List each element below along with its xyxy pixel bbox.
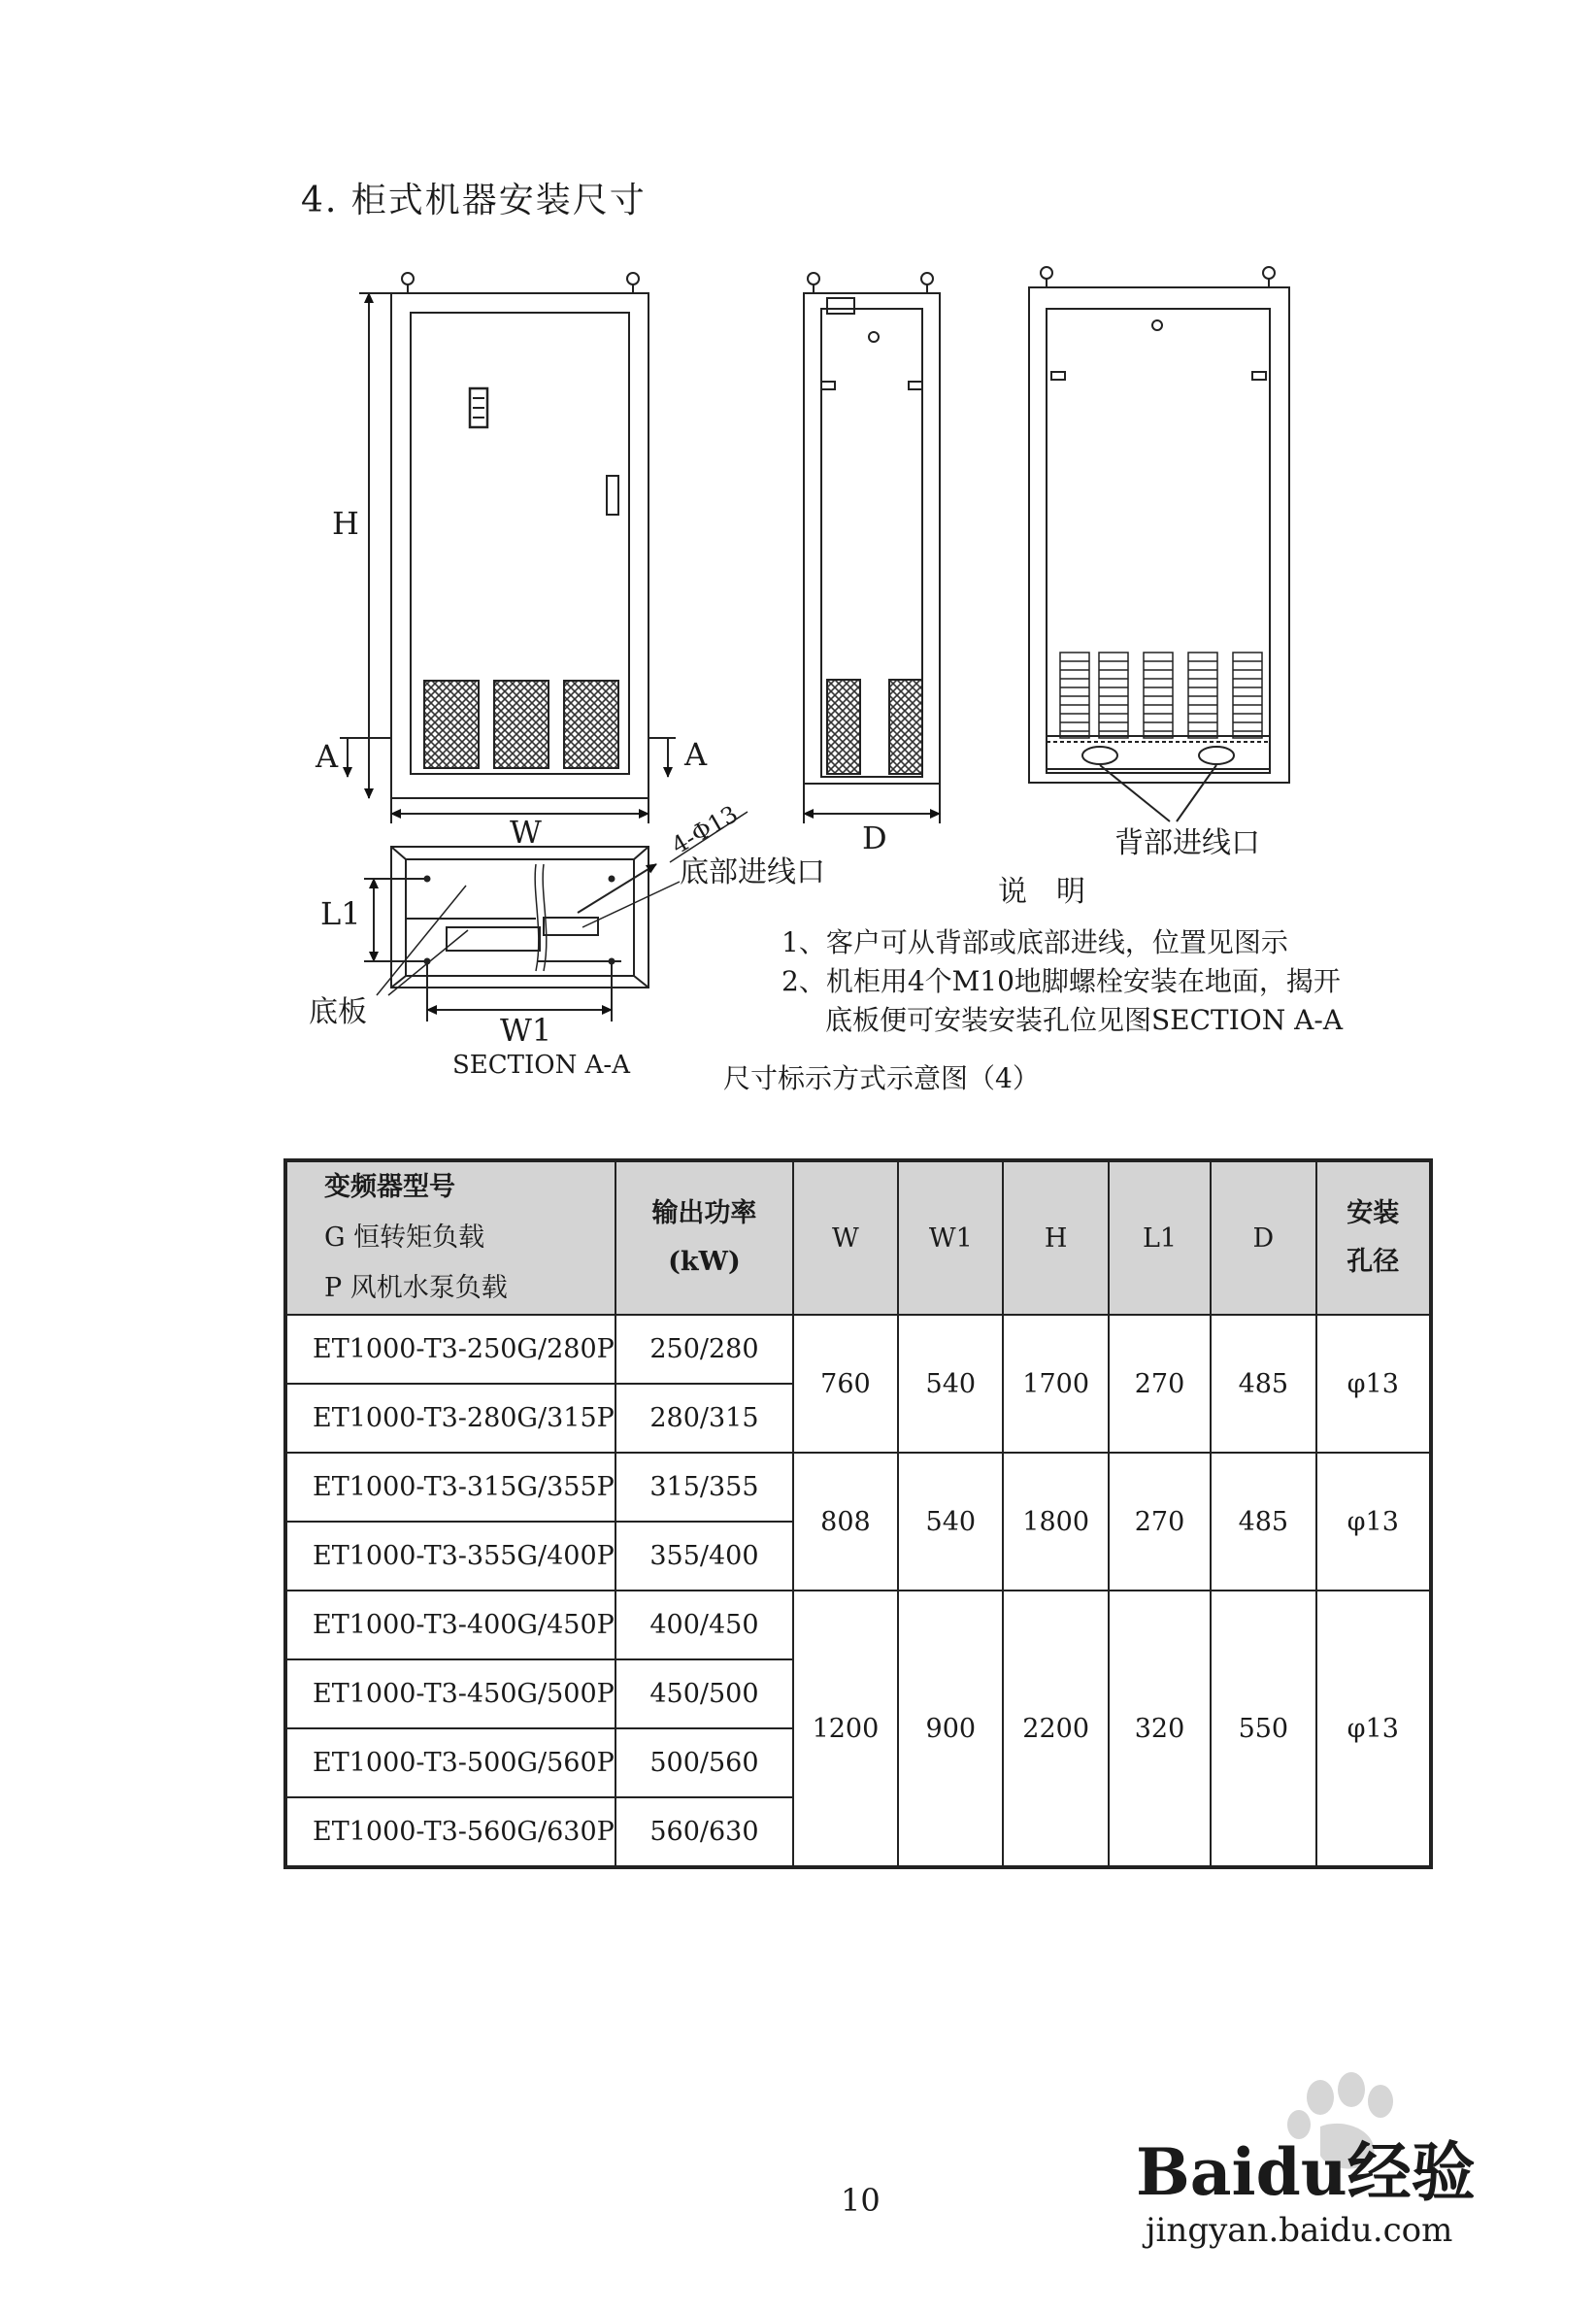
base-plate-label: 底板 — [309, 995, 367, 1029]
header-power-title: 输出功率 — [651, 1198, 757, 1228]
power-cell: 280/315 — [615, 1384, 793, 1453]
table-row — [285, 1591, 1431, 1659]
l1-cell: 320 — [1109, 1591, 1211, 1867]
back-vent-grilles — [1060, 653, 1262, 738]
model-cell: ET1000-T3-280G/315P — [285, 1384, 615, 1453]
header-w: W — [793, 1160, 898, 1315]
dim-label-w: W — [510, 814, 542, 851]
table-header-row — [285, 1160, 1431, 1315]
header-power-unit: (kW) — [668, 1247, 741, 1277]
header-model-g: G 恒转矩负载 — [324, 1222, 485, 1253]
power-cell: 450/500 — [615, 1659, 793, 1728]
power-cell: 500/560 — [615, 1728, 793, 1797]
w-cell: 808 — [793, 1453, 898, 1591]
model-cell: ET1000-T3-560G/630P — [285, 1797, 615, 1867]
header-model-title: 变频器型号 — [324, 1172, 455, 1202]
header-hole-sub: 孔径 — [1347, 1247, 1400, 1277]
note-1: 1、客户可从背部或底部进线，位置见图示 — [781, 926, 1288, 958]
l1-cell: 270 — [1109, 1315, 1211, 1453]
w1-cell: 540 — [898, 1453, 1003, 1591]
section-label-a-right: A — [684, 736, 708, 773]
model-cell: ET1000-T3-500G/560P — [285, 1728, 615, 1797]
hole-cell: φ13 — [1316, 1591, 1431, 1867]
header-model — [285, 1160, 615, 1315]
w-cell: 1200 — [793, 1591, 898, 1867]
h-cell: 1800 — [1003, 1453, 1108, 1591]
d-cell: 550 — [1211, 1591, 1315, 1867]
header-h: H — [1003, 1160, 1108, 1315]
section-caption: SECTION A-A — [452, 1051, 630, 1080]
h-cell: 1700 — [1003, 1315, 1108, 1453]
h-cell: 2200 — [1003, 1591, 1108, 1867]
hole-cell: φ13 — [1316, 1315, 1431, 1453]
dim-label-w1: W1 — [500, 1012, 552, 1049]
power-cell: 400/450 — [615, 1591, 793, 1659]
model-cell: ET1000-T3-450G/500P — [285, 1659, 615, 1728]
d-cell: 485 — [1211, 1453, 1315, 1591]
watermark-url: jingyan.baidu.com — [1146, 2211, 1453, 2250]
baidu-jingyan-watermark — [1136, 2059, 1505, 2253]
model-cell: ET1000-T3-315G/355P — [285, 1453, 615, 1522]
notes-title: 说 明 — [998, 875, 1085, 909]
watermark-brand: Baidu经验 — [1136, 2134, 1476, 2210]
hole-spec-label: 4-Φ13 — [667, 800, 743, 860]
header-d: D — [1211, 1160, 1315, 1315]
dim-label-h: H — [332, 505, 359, 542]
front-view — [340, 273, 676, 823]
dim-label-l1: L1 — [320, 895, 361, 932]
table-row — [285, 1315, 1431, 1384]
w1-cell: 540 — [898, 1315, 1003, 1453]
back-view — [1029, 267, 1289, 821]
header-w1: W1 — [898, 1160, 1003, 1315]
power-cell: 250/280 — [615, 1315, 793, 1384]
power-cell: 355/400 — [615, 1522, 793, 1591]
model-cell: ET1000-T3-355G/400P — [285, 1522, 615, 1591]
header-l1: L1 — [1109, 1160, 1211, 1315]
header-power — [615, 1160, 793, 1315]
section-heading: 4. 柜式机器安装尺寸 — [301, 181, 647, 220]
bottom-inlet-label: 底部进线口 — [680, 855, 825, 889]
w-cell: 760 — [793, 1315, 898, 1453]
section-label-a-left: A — [316, 738, 339, 775]
table-row — [285, 1453, 1431, 1522]
w1-cell: 900 — [898, 1591, 1003, 1867]
side-view — [804, 273, 940, 823]
header-model-p: P 风机水泵负载 — [324, 1273, 508, 1303]
header-hole-title: 安装 — [1347, 1198, 1400, 1228]
figure-caption: 尺寸标示方式示意图（4） — [723, 1062, 1040, 1094]
dim-label-d: D — [862, 820, 887, 856]
l1-cell: 270 — [1109, 1453, 1211, 1591]
cabinet-dimension-drawing — [0, 0, 1596, 1097]
power-cell: 560/630 — [615, 1797, 793, 1867]
power-cell: 315/355 — [615, 1453, 793, 1522]
note-2a: 2、机柜用4个M10地脚螺栓安装在地面，揭开 — [781, 965, 1341, 997]
hole-cell: φ13 — [1316, 1453, 1431, 1591]
d-cell: 485 — [1211, 1315, 1315, 1453]
model-cell: ET1000-T3-400G/450P — [285, 1591, 615, 1659]
header-hole — [1316, 1160, 1431, 1315]
dimension-spec-table — [283, 1158, 1433, 1869]
page-number: 10 — [841, 2182, 881, 2219]
model-cell: ET1000-T3-250G/280P — [285, 1315, 615, 1384]
note-2b: 底板便可安装安装孔位见图SECTION A-A — [825, 1004, 1344, 1036]
back-inlet-label: 背部进线口 — [1114, 826, 1260, 860]
